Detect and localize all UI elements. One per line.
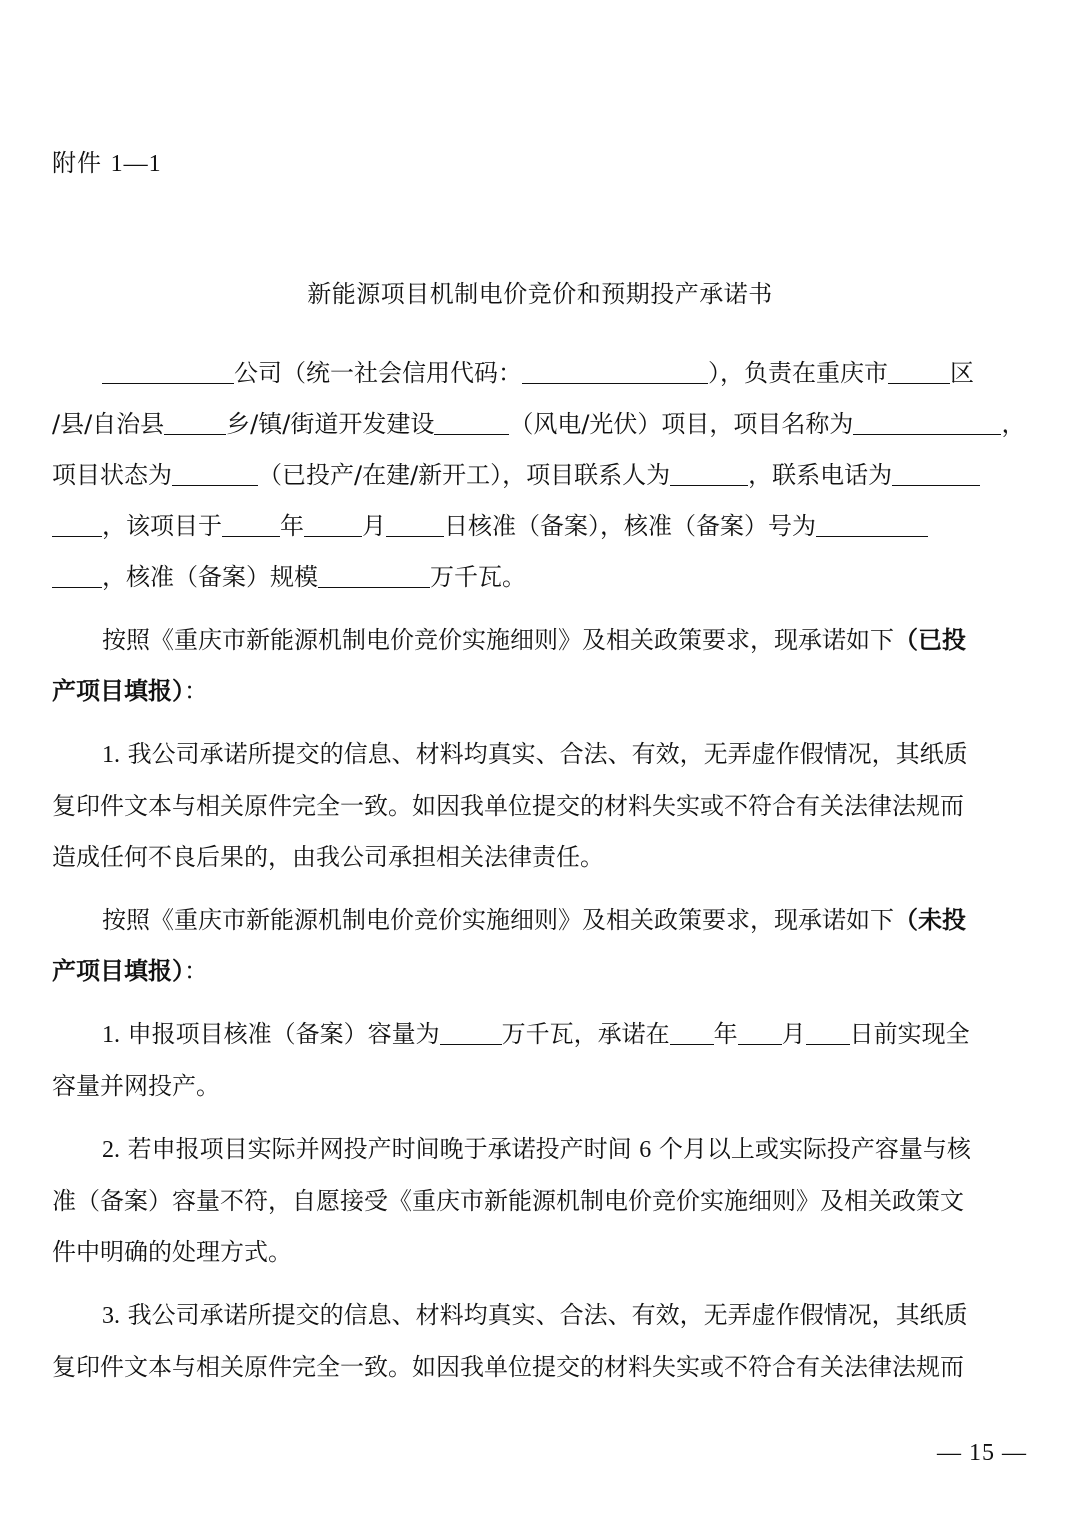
intro-line-4: ，该项目于 年 月 日核准（备案），核准（备案）号为 <box>52 501 1029 552</box>
page-number: — 15 — <box>937 1440 1027 1466</box>
intro-line-5: ，核准（备案）规模 万千瓦。 <box>52 552 1029 603</box>
blank-contact <box>670 459 748 486</box>
blank-commit-month <box>738 1018 782 1045</box>
blank-scale <box>318 561 430 588</box>
built-item-1: 1. 我公司承诺所提交的信息、材料均真实、合法、有效，无弄虚作假情况，其纸质 复印件文本与相关原件完全一致。如因我单位提交的材料失实或不符合有关法律法规而 造成任何不良后果的，由我公司承担相关法律责任。 <box>52 740 968 871</box>
intro-line-1: 公司（统一社会信用代码： ），负责在重庆市 区 <box>52 348 1029 399</box>
unbuilt-tag: （未投 <box>894 906 966 934</box>
intro-paragraph <box>52 348 1029 603</box>
unbuilt-item-3: 3. 我公司承诺所提交的信息、材料均真实、合法、有效，无弄虚作假情况，其纸质 复印件文本与相关原件完全一致。如因我单位提交的材料失实或不符合有关法律法规而 <box>52 1301 968 1381</box>
blank-approval-no <box>816 510 928 537</box>
blank-phone-cont <box>52 510 102 537</box>
blank-phone <box>892 459 980 486</box>
blank-project-name <box>853 408 1001 435</box>
blank-company <box>102 357 234 384</box>
blank-commit-day <box>806 1018 850 1045</box>
blank-township <box>164 408 226 435</box>
unbuilt-item-1: 1. 申报项目核准（备案）容量为 万千瓦，承诺在 年 月 日前实现全 容量并网投产。 <box>52 1020 970 1100</box>
blank-capacity <box>440 1018 502 1045</box>
attachment-number: 1—1 <box>110 151 162 177</box>
blank-year <box>222 510 280 537</box>
attachment-word: 附件 <box>52 149 102 177</box>
unbuilt-item-2: 2. 若申报项目实际并网投产时间晚于承诺投产时间 6 个月以上或实际投产容量与核 准（备案）容量不符，自愿接受《重庆市新能源机制电价竞价实施细则》及相关政策文 件中明确的处理方式。 <box>52 1135 971 1266</box>
attachment-label <box>52 145 162 182</box>
built-tag: （已投 <box>894 626 966 654</box>
blank-day <box>386 510 444 537</box>
blank-commit-year <box>670 1018 714 1045</box>
built-section-lead: 按照《重庆市新能源机制电价竞价实施细则》及相关政策要求，现承诺如下（已投 产项目填报）： <box>52 626 966 705</box>
document-title: 新能源项目机制电价竞价和预期投产承诺书 <box>307 280 773 308</box>
blank-approval-no-cont <box>52 561 102 588</box>
unbuilt-section-lead: 按照《重庆市新能源机制电价竞价实施细则》及相关政策要求，现承诺如下（未投 产项目填报）： <box>52 906 966 985</box>
blank-district <box>888 357 950 384</box>
intro-line-2: /县/自治县 乡/镇/街道开发建设 （风电/光伏）项目，项目名称为 ， <box>52 410 1026 438</box>
document-body <box>52 348 1029 1393</box>
blank-type <box>434 408 509 435</box>
blank-month <box>304 510 362 537</box>
blank-credit-code <box>522 357 708 384</box>
blank-project-status <box>172 459 258 486</box>
intro-line-3: 项目状态为 （已投产/在建/新开工），项目联系人为 ，联系电话为 <box>52 450 1029 501</box>
